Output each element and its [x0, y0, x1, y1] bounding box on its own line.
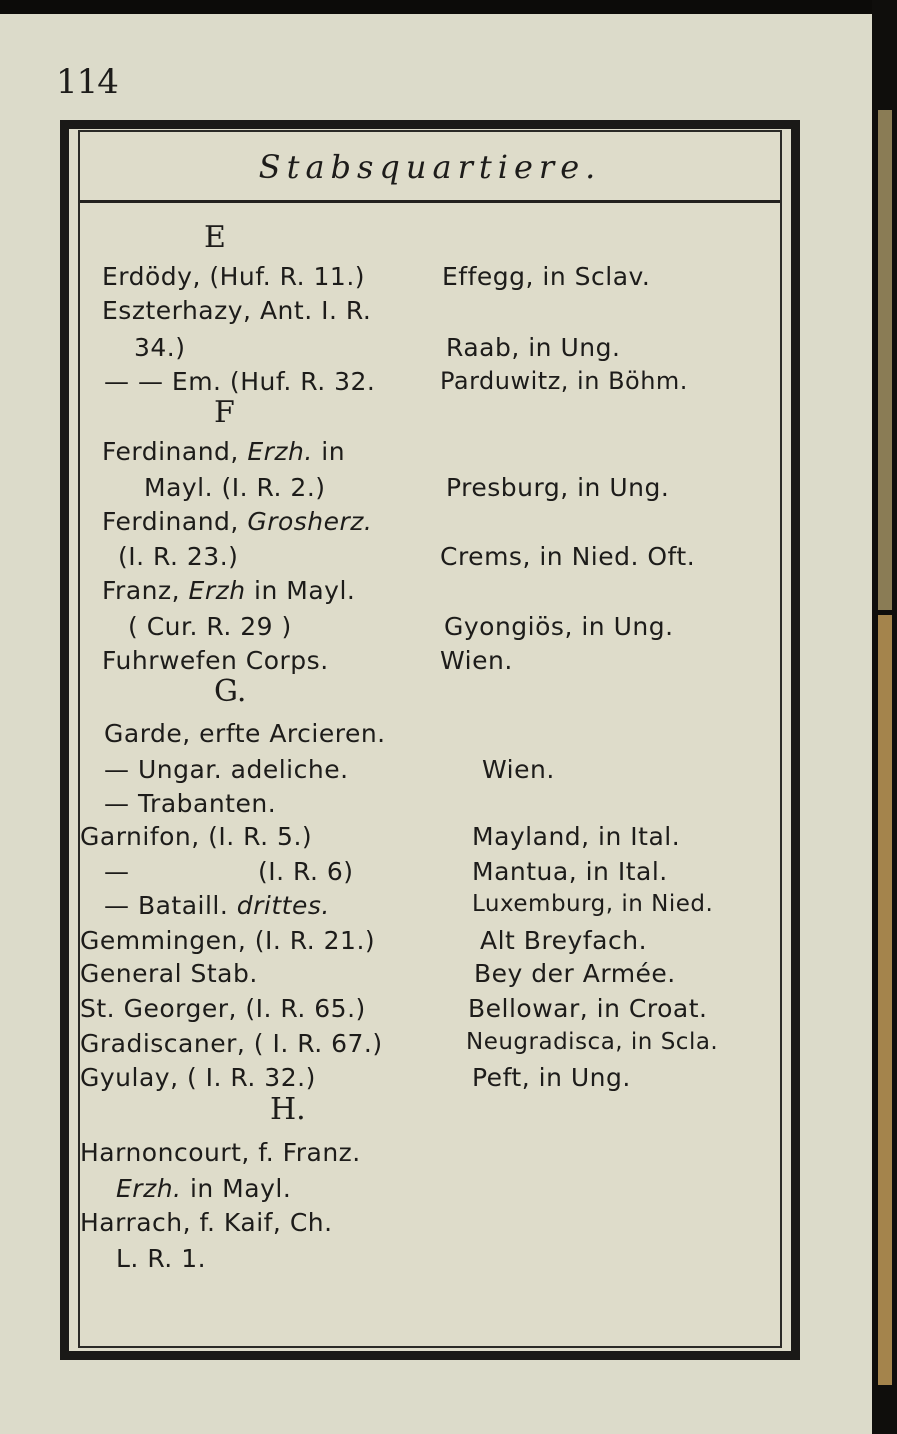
entry-left-mid: (I. R. 6) [258, 857, 354, 886]
entry-left-text: Franz, [102, 576, 189, 605]
entry-left: Erdödy, (Huf. R. 11.) [102, 262, 366, 291]
entry-right: Mayland, in Ital. [472, 822, 681, 851]
entry-left: L. R. 1. [116, 1244, 207, 1273]
entry-left: ( Cur. R. 29 ) [128, 612, 292, 641]
entry-left-italic: drittes. [236, 891, 330, 920]
entry-right: Bellowar, in Croat. [468, 994, 708, 1023]
entry-right: Wien. [440, 646, 513, 675]
section-letter-h: H. [270, 1092, 306, 1127]
entry-left: Eszterhazy, Ant. I. R. [102, 296, 372, 325]
entry-right: Effegg, in Sclav. [442, 262, 651, 291]
page-number: 114 [56, 62, 118, 102]
entry-right: Crems, in Nied. Oft. [440, 542, 696, 571]
entry-left: Fuhrwefen Corps. [102, 646, 329, 675]
entry-right: Raab, in Ung. [446, 333, 621, 362]
entry-right: Bey der Armée. [474, 959, 676, 988]
entry-left: Garnifon, (I. R. 5.) [80, 822, 313, 851]
entry-left: (I. R. 23.) [118, 542, 239, 571]
spine-strip-top [878, 110, 892, 610]
entry-left: — Trabanten. [104, 789, 277, 818]
entry-left-text: Ferdinand, [102, 507, 248, 536]
section-letter-f: F [214, 395, 235, 430]
entry-left [102, 576, 355, 605]
entry-left-text: — Bataill. [104, 891, 237, 920]
entry-left: Garde, erfte Arcieren. [104, 719, 386, 748]
entry-left [116, 1174, 291, 1203]
entry-right: Neugradisca, in Scla. [466, 1029, 719, 1055]
scan-edge-right [872, 0, 897, 1434]
entry-right: Mantua, in Ital. [472, 857, 668, 886]
entry-left: — Ungar. adeliche. [104, 755, 349, 784]
entry-left-italic: Erzh. [116, 1174, 182, 1203]
entry-left: Mayl. (I. R. 2.) [144, 473, 326, 502]
page-title: Stabsquartiere. [258, 148, 602, 186]
entry-left: St. Georger, (I. R. 65.) [80, 994, 366, 1023]
entry-left-italic: Erzh [188, 576, 246, 605]
entry-left: — [104, 857, 130, 886]
entry-right: Presburg, in Ung. [446, 473, 670, 502]
entry-left-italic: Erzh. [247, 437, 313, 466]
entry-right: Peft, in Ung. [472, 1063, 631, 1092]
entry-left [104, 891, 330, 920]
spine-strip-bottom [878, 615, 892, 1385]
entry-left-italic: Grosherz. [247, 507, 373, 536]
entry-left-text: Ferdinand, [102, 437, 248, 466]
entry-left: Gradiscaner, ( I. R. 67.) [80, 1029, 383, 1058]
entry-left-tail: in [312, 437, 346, 466]
entry-left: 34.) [134, 333, 186, 362]
entry-right: Luxemburg, in Nied. [472, 891, 714, 917]
entry-right: Alt Breyfach. [480, 926, 648, 955]
section-letter-e: E [204, 220, 226, 255]
entry-left: — — Em. (Huf. R. 32. [104, 367, 376, 396]
entry-left: General Stab. [80, 959, 258, 988]
entry-left-tail: in Mayl. [245, 576, 356, 605]
entry-left: Harrach, f. Kaif, Ch. [80, 1208, 333, 1237]
entry-left: Gemmingen, (I. R. 21.) [80, 926, 376, 955]
entry-left: Harnoncourt, f. Franz. [80, 1138, 361, 1167]
title-divider [80, 200, 780, 203]
entry-right: Gyongiös, in Ung. [444, 612, 674, 641]
entry-left [102, 437, 345, 466]
entry-left-tail: in Mayl. [181, 1174, 292, 1203]
entry-right: Wien. [482, 755, 555, 784]
section-letter-g: G. [214, 674, 247, 709]
entry-left: Gyulay, ( I. R. 32.) [80, 1063, 316, 1092]
scan-edge-top [0, 0, 897, 14]
entry-right: Parduwitz, in Böhm. [440, 367, 688, 395]
entry-left [102, 507, 372, 536]
